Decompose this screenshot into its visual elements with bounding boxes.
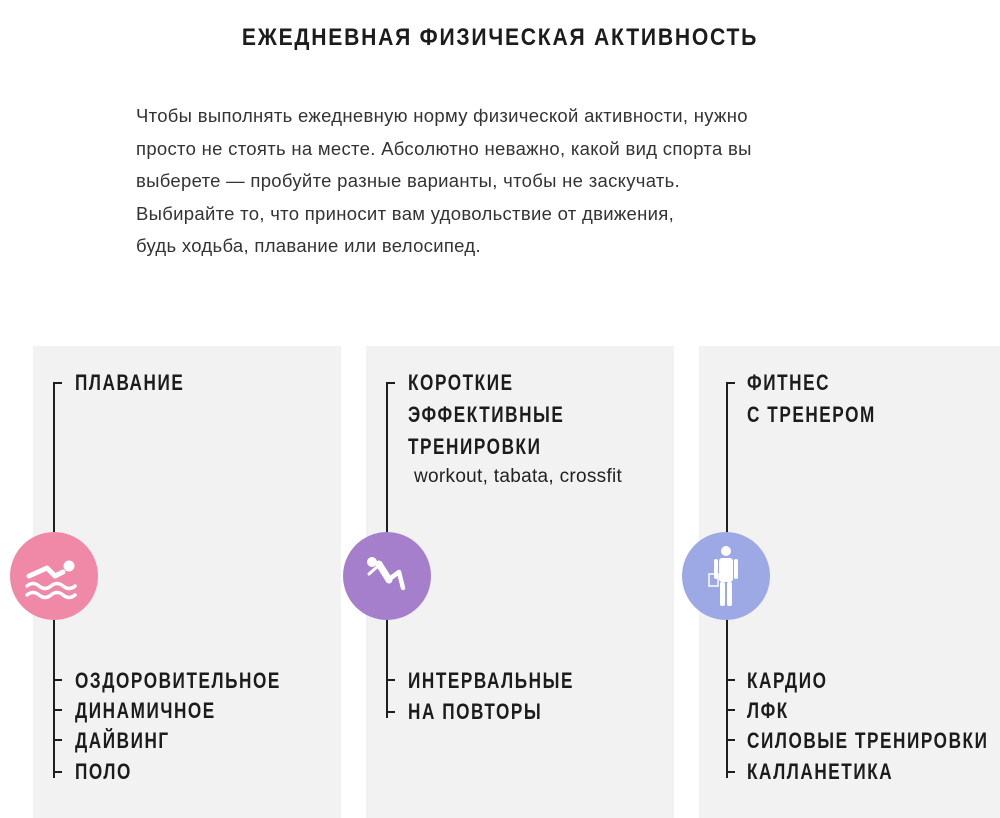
swimmer-icon-circle	[10, 532, 98, 620]
intro-line: Выбирайте то, что приносит вам удовольствие от движения,	[136, 202, 675, 224]
situp-icon-circle	[343, 532, 431, 620]
card-heading: ПЛАВАНИЕ	[75, 370, 185, 395]
list-item: КАЛЛАНЕТИКА	[747, 759, 894, 784]
list-item: ДАЙВИНГ	[75, 728, 170, 753]
list-item: ИНТЕРВАЛЬНЫЕ	[408, 668, 574, 693]
list-item: КАРДИО	[747, 668, 828, 693]
situp-exercise-icon	[357, 546, 417, 606]
intro-text	[136, 100, 916, 263]
intro-line: выберете — пробуйте разные варианты, чтобы не заскучать.	[136, 170, 681, 191]
swimmer-icon	[19, 546, 89, 606]
card-heading: ФИТНЕС	[747, 370, 831, 395]
card-subheading: workout, tabata, crossfit	[414, 466, 623, 487]
page-title: ЕЖЕДНЕВНАЯ ФИЗИЧЕСКАЯ АКТИВНОСТЬ	[241, 24, 759, 51]
intro-line: будь ходьба, плавание или велосипед.	[136, 235, 481, 256]
card-heading: ЭФФЕКТИВНЫЕ	[408, 402, 565, 427]
intro-line: Чтобы выполнять ежедневную норму физической активности, нужно	[136, 105, 748, 126]
list-item: СИЛОВЫЕ ТРЕНИРОВКИ	[747, 728, 989, 753]
list-item: ЛФК	[747, 698, 789, 723]
list-item: ПОЛО	[75, 759, 132, 784]
list-item: ДИНАМИЧНОЕ	[75, 698, 216, 723]
card-heading: С ТРЕНЕРОМ	[747, 402, 876, 427]
list-item: НА ПОВТОРЫ	[408, 699, 543, 724]
trainer-icon	[706, 544, 746, 608]
intro-line: просто не стоять на месте. Абсолютно неважно, какой вид спорта вы	[136, 137, 752, 159]
list-item: ОЗДОРОВИТЕЛЬНОЕ	[75, 668, 281, 693]
card-heading: ТРЕНИРОВКИ	[408, 434, 542, 459]
trainer-icon-circle	[682, 532, 770, 620]
card-heading: КОРОТКИЕ	[408, 370, 514, 395]
